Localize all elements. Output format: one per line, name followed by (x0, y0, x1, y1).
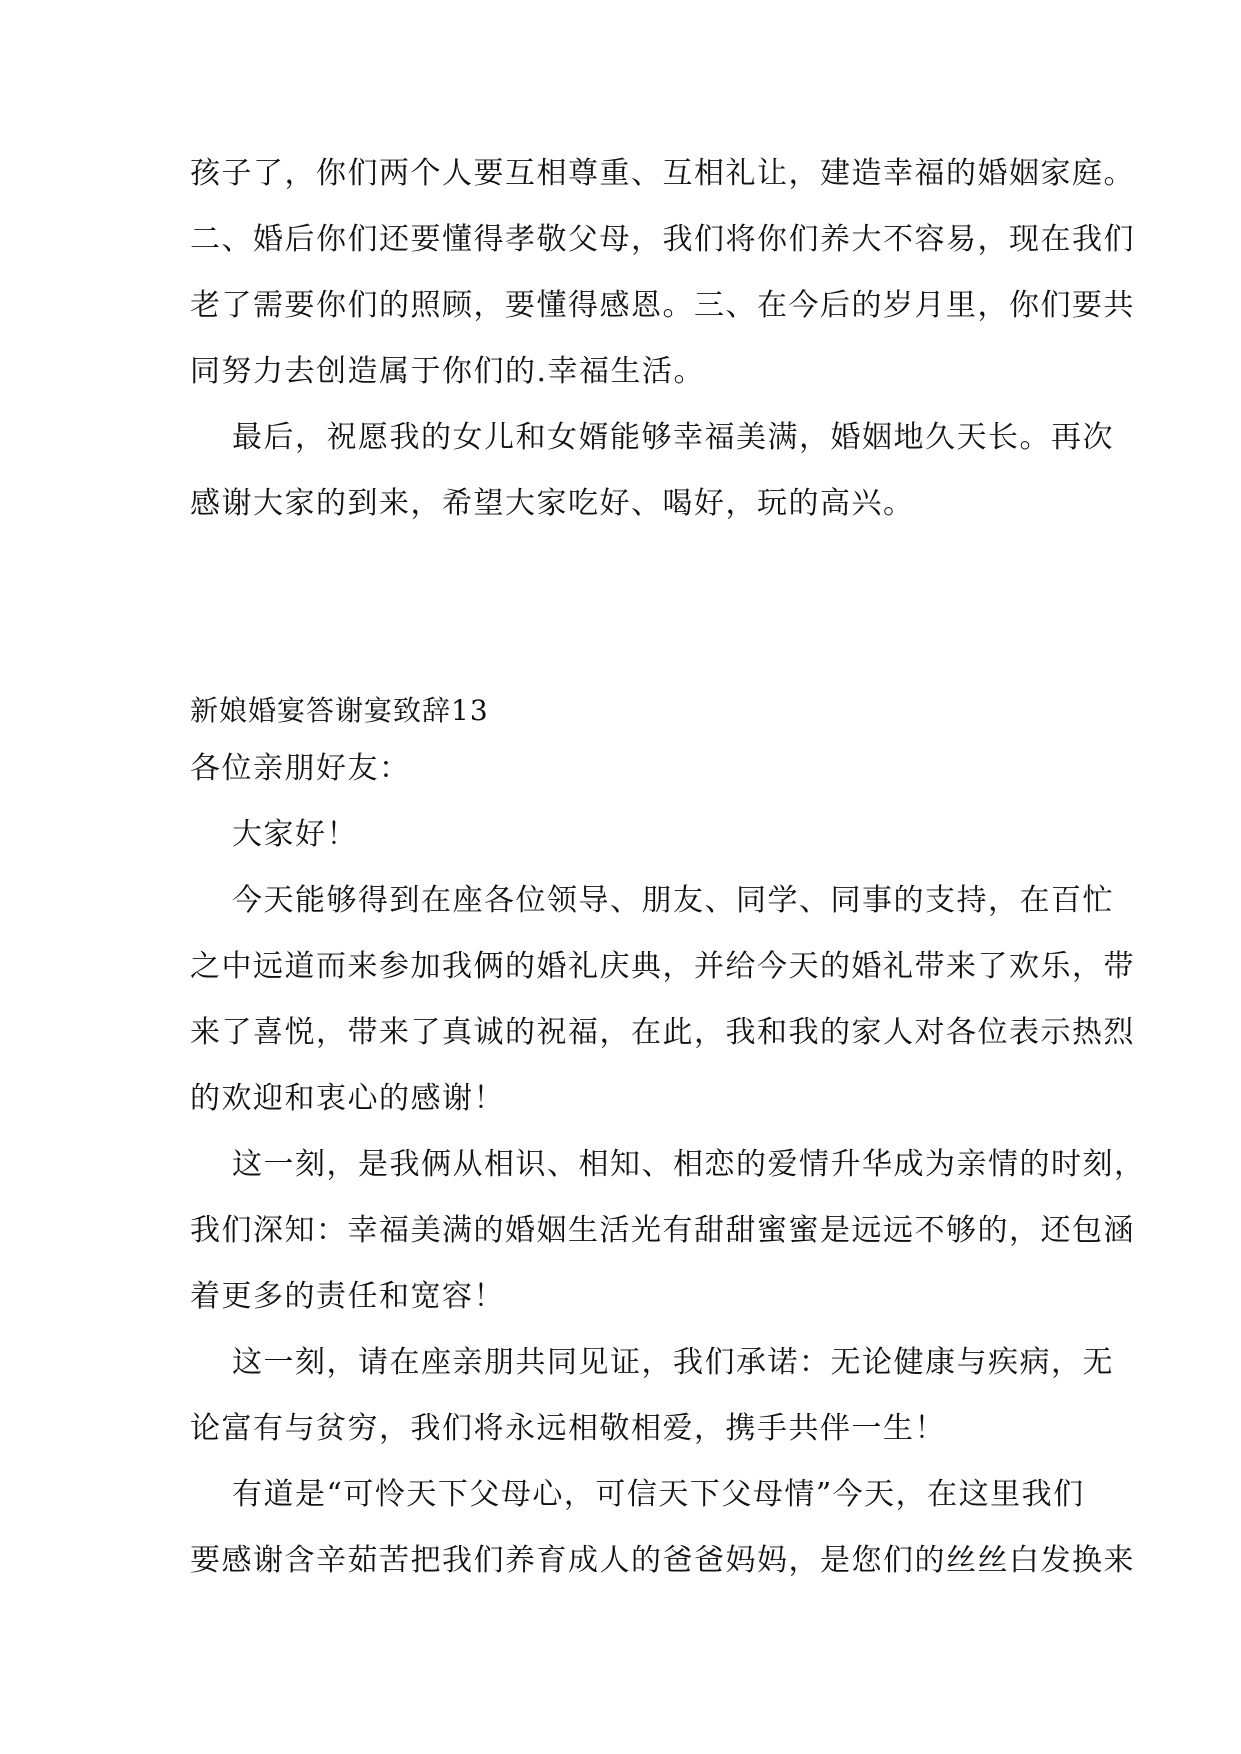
greeting: 大家好！ (232, 817, 358, 852)
text-line: 孩子了，你们两个人要互相尊重、互相礼让，建造幸福的婚姻家庭。 (190, 156, 1135, 191)
text-line: 有道是“可怜天下父母心，可信天下父母情”今天，在这里我们 (232, 1477, 1085, 1512)
document-body (190, 152, 1146, 1583)
text-line: 同努力去创造属于你们的.幸福生活。 (190, 354, 706, 389)
text-line: 老了需要你们的照顾，要懂得感恩。三、在今后的岁月里，你们要共 (190, 288, 1135, 323)
paragraph-thanks (190, 879, 1135, 1121)
paragraph-closing (190, 416, 1114, 526)
paragraph-parents (190, 1473, 1135, 1583)
text-line: 今天能够得到在座各位领导、朋友、同学、同事的支持，在百忙 (232, 883, 1114, 918)
paragraph-promise (190, 1341, 1114, 1451)
text-line: 论富有与贫穷，我们将永远相敬相爱，携手共伴一生！ (190, 1411, 946, 1446)
text-line: 要感谢含辛茹苦把我们养育成人的爸爸妈妈，是您们的丝丝白发换来 (190, 1543, 1135, 1578)
text-line: 来了喜悦，带来了真诚的祝福，在此，我和我的家人对各位表示热烈 (190, 1015, 1135, 1050)
salutation: 各位亲朋好友： (190, 751, 411, 786)
text-line: 之中远道而来参加我俩的婚礼庆典，并给今天的婚礼带来了欢乐，带 (190, 949, 1135, 984)
text-line: 的欢迎和衷心的感谢！ (190, 1081, 505, 1116)
text-line: 感谢大家的到来，希望大家吃好、喝好，玩的高兴。 (190, 486, 915, 521)
text-line: 我们深知：幸福美满的婚姻生活光有甜甜蜜蜜是远远不够的，还包涵 (190, 1213, 1135, 1248)
section-title: 新娘婚宴答谢宴致辞13 (190, 694, 489, 727)
text-line: 这一刻，请在座亲朋共同见证，我们承诺：无论健康与疾病，无 (232, 1345, 1114, 1380)
text-line: 二、婚后你们还要懂得孝敬父母，我们将你们养大不容易，现在我们 (190, 222, 1135, 257)
paragraph-continuation (190, 152, 1135, 394)
text-line: 这一刻，是我俩从相识、相知、相恋的爱情升华成为亲情的时刻， (232, 1147, 1146, 1182)
text-line: 最后，祝愿我的女儿和女婿能够幸福美满，婚姻地久天长。再次 (232, 420, 1114, 455)
paragraph-moment (190, 1143, 1146, 1319)
text-line: 着更多的责任和宽容！ (190, 1279, 505, 1314)
